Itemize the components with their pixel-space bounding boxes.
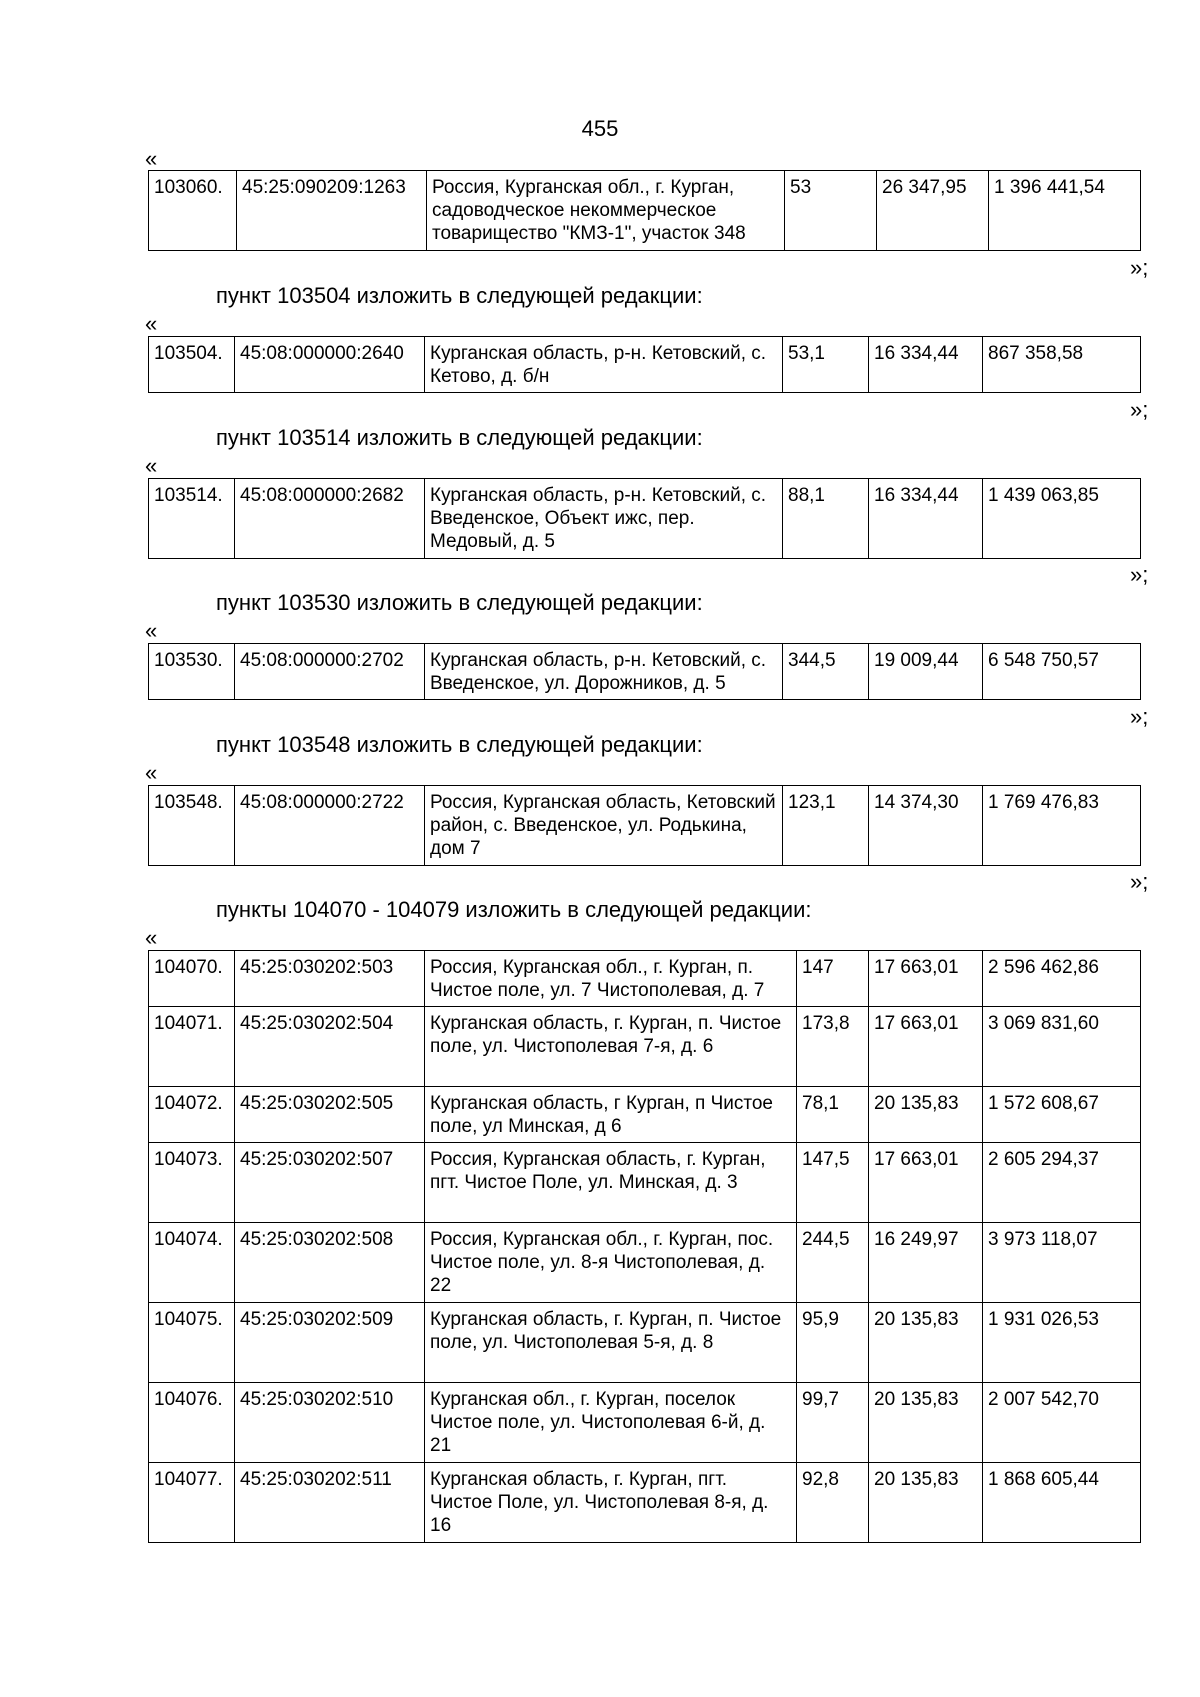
open-quote: «: [145, 925, 158, 950]
area: 244,5: [797, 1223, 869, 1303]
item-number: 104074.: [149, 1223, 235, 1303]
area: 147,5: [797, 1143, 869, 1223]
area: 88,1: [783, 479, 869, 559]
item-number: 104071.: [149, 1007, 235, 1087]
table-row: [149, 171, 1141, 251]
cost: 6 548 750,57: [983, 644, 1141, 700]
cadastral-number: 45:25:030202:511: [235, 1463, 425, 1543]
rate: 20 135,83: [869, 1383, 983, 1463]
property-table: [148, 336, 1141, 393]
table-row: [149, 644, 1141, 700]
area: 53: [785, 171, 877, 251]
table-row: [149, 1143, 1141, 1223]
area: 99,7: [797, 1383, 869, 1463]
rate: 20 135,83: [869, 1087, 983, 1143]
cost: 1 868 605,44: [983, 1463, 1141, 1543]
cadastral-number: 45:25:030202:510: [235, 1383, 425, 1463]
cadastral-number: 45:08:000000:2722: [235, 786, 425, 866]
cadastral-number: 45:25:030202:509: [235, 1303, 425, 1383]
cost: 1 769 476,83: [983, 786, 1141, 866]
address: Курганская область, г. Курган, пгт. Чистое Поле, ул. Чистополевая 8-я, д. 16: [425, 1463, 797, 1543]
page-number: 455: [581, 116, 619, 141]
table-row: [149, 1007, 1141, 1087]
address: Россия, Курганская область, Кетовский район, с. Введенское, ул. Родькина, дом 7: [425, 786, 783, 866]
cost: 1 396 441,54: [989, 171, 1141, 251]
cost: 2 596 462,86: [983, 951, 1141, 1007]
property-table: [148, 478, 1141, 559]
cost: 2 605 294,37: [983, 1143, 1141, 1223]
property-table: [148, 170, 1141, 251]
item-number: 103060.: [149, 171, 237, 251]
cost: 1 439 063,85: [983, 479, 1141, 559]
rate: 19 009,44: [869, 644, 983, 700]
property-table: [148, 950, 1141, 1543]
cost: 1 931 026,53: [983, 1303, 1141, 1383]
close-quote: »;: [1130, 704, 1149, 729]
table-row: [149, 1223, 1141, 1303]
area: 53,1: [783, 337, 869, 393]
cadastral-number: 45:25:030202:508: [235, 1223, 425, 1303]
address: Курганская область, р-н. Кетовский, с. Введенское, ул. Дорожников, д. 5: [425, 644, 783, 700]
cadastral-number: 45:08:000000:2682: [235, 479, 425, 559]
table-row: [149, 1303, 1141, 1383]
item-number: 104072.: [149, 1087, 235, 1143]
item-number: 104070.: [149, 951, 235, 1007]
rate: 17 663,01: [869, 1007, 983, 1087]
open-quote: «: [145, 453, 158, 478]
property-table: [148, 643, 1141, 700]
rate: 20 135,83: [869, 1463, 983, 1543]
table-row: [149, 786, 1141, 866]
address: Россия, Курганская обл., г. Курган, пос. Чистое поле, ул. 8-я Чистополевая, д. 22: [425, 1223, 797, 1303]
cost: 3 069 831,60: [983, 1007, 1141, 1087]
open-quote: «: [145, 146, 158, 171]
address: Курганская область, г. Курган, п. Чистое поле, ул. Чистополевая 7-я, д. 6: [425, 1007, 797, 1087]
section-heading: пункт 103548 изложить в следующей редакции:: [216, 732, 703, 757]
rate: 16 249,97: [869, 1223, 983, 1303]
address: Курганская область, г. Курган, п. Чистое поле, ул. Чистополевая 5-я, д. 8: [425, 1303, 797, 1383]
cadastral-number: 45:25:030202:507: [235, 1143, 425, 1223]
cost: 2 007 542,70: [983, 1383, 1141, 1463]
close-quote: »;: [1130, 869, 1149, 894]
area: 344,5: [783, 644, 869, 700]
rate: 16 334,44: [869, 337, 983, 393]
rate: 17 663,01: [869, 1143, 983, 1223]
address: Россия, Курганская область, г. Курган, пгт. Чистое Поле, ул. Минская, д. 3: [425, 1143, 797, 1223]
item-number: 104073.: [149, 1143, 235, 1223]
open-quote: «: [145, 311, 158, 336]
area: 78,1: [797, 1087, 869, 1143]
address: Россия, Курганская обл., г. Курган, п. Чистое поле, ул. 7 Чистополевая, д. 7: [425, 951, 797, 1007]
table-row: [149, 479, 1141, 559]
section-heading: пункт 103504 изложить в следующей редакции:: [216, 283, 703, 308]
item-number: 104075.: [149, 1303, 235, 1383]
cadastral-number: 45:08:000000:2640: [235, 337, 425, 393]
rate: 14 374,30: [869, 786, 983, 866]
property-table: [148, 785, 1141, 866]
rate: 26 347,95: [877, 171, 989, 251]
table-row: [149, 1383, 1141, 1463]
close-quote: »;: [1130, 397, 1149, 422]
table-row: [149, 1087, 1141, 1143]
item-number: 103548.: [149, 786, 235, 866]
cost: 867 358,58: [983, 337, 1141, 393]
address: Курганская обл., г. Курган, поселок Чистое поле, ул. Чистополевая 6-й, д. 21: [425, 1383, 797, 1463]
table-row: [149, 1463, 1141, 1543]
rate: 20 135,83: [869, 1303, 983, 1383]
open-quote: «: [145, 618, 158, 643]
rate: 16 334,44: [869, 479, 983, 559]
cadastral-number: 45:25:030202:503: [235, 951, 425, 1007]
close-quote: »;: [1130, 255, 1149, 280]
cost: 1 572 608,67: [983, 1087, 1141, 1143]
cadastral-number: 45:25:030202:504: [235, 1007, 425, 1087]
table-row: [149, 337, 1141, 393]
area: 173,8: [797, 1007, 869, 1087]
address: Россия, Курганская обл., г. Курган, садоводческое некоммерческое товарищество "КМЗ-1", участок 348: [427, 171, 785, 251]
open-quote: «: [145, 760, 158, 785]
rate: 17 663,01: [869, 951, 983, 1007]
address: Курганская область, р-н. Кетовский, с. Кетово, д. б/н: [425, 337, 783, 393]
item-number: 104076.: [149, 1383, 235, 1463]
area: 147: [797, 951, 869, 1007]
cadastral-number: 45:08:000000:2702: [235, 644, 425, 700]
section-heading: пункт 103514 изложить в следующей редакции:: [216, 425, 703, 450]
address: Курганская область, г Курган, п Чистое поле, ул Минская, д 6: [425, 1087, 797, 1143]
item-number: 103504.: [149, 337, 235, 393]
area: 123,1: [783, 786, 869, 866]
table-row: [149, 951, 1141, 1007]
close-quote: »;: [1130, 562, 1149, 587]
cost: 3 973 118,07: [983, 1223, 1141, 1303]
section-heading: пункт 103530 изложить в следующей редакции:: [216, 590, 703, 615]
item-number: 103514.: [149, 479, 235, 559]
item-number: 104077.: [149, 1463, 235, 1543]
item-number: 103530.: [149, 644, 235, 700]
cadastral-number: 45:25:090209:1263: [237, 171, 427, 251]
section-heading: пункты 104070 - 104079 изложить в следующей редакции:: [216, 897, 812, 922]
area: 95,9: [797, 1303, 869, 1383]
address: Курганская область, р-н. Кетовский, с. Введенское, Объект ижс, пер. Медовый, д. 5: [425, 479, 783, 559]
cadastral-number: 45:25:030202:505: [235, 1087, 425, 1143]
area: 92,8: [797, 1463, 869, 1543]
